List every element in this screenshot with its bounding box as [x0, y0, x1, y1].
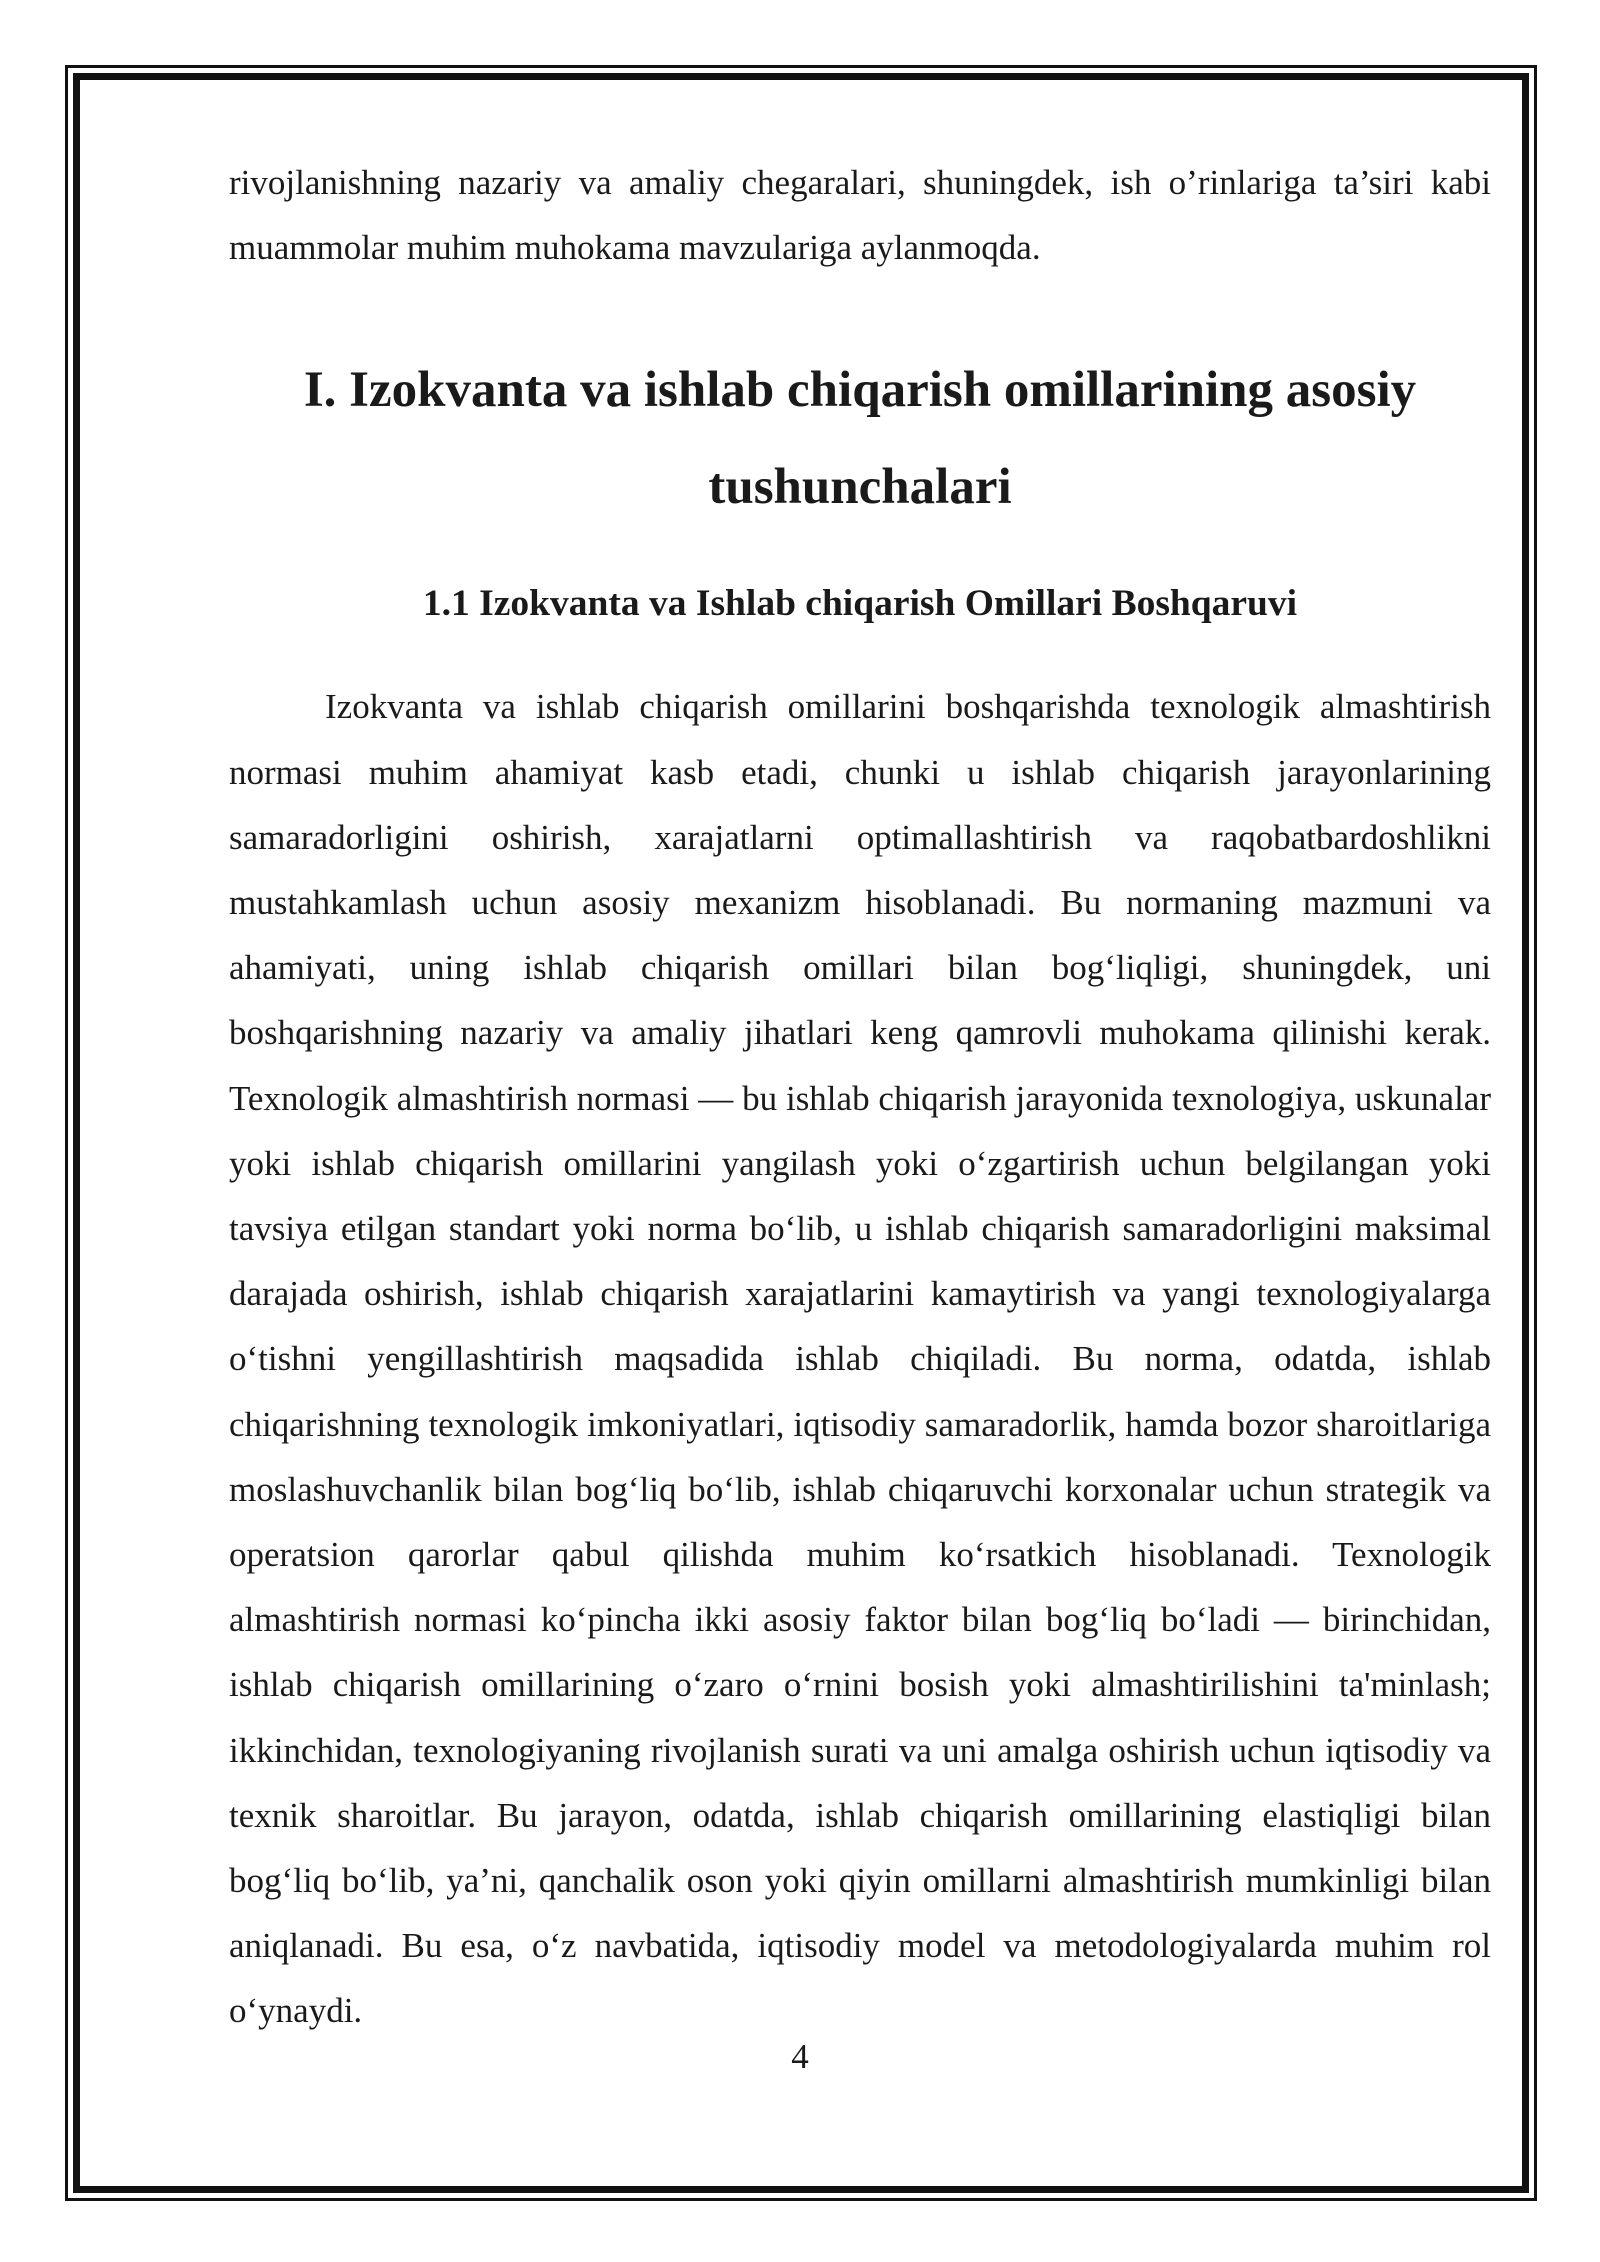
- section-heading: 1.1 Izokvanta va Ishlab chiqarish Omillari Boshqaruvi: [422, 583, 1298, 625]
- chapter-heading: I. Izokvanta va ishlab chiqarish omillarining asosiy tushunchalari: [303, 362, 1417, 516]
- intro-paragraph: rivojlanishning nazariy va amaliy chegaralari, shuningdek, ish o’rinlariga ta’siri kabi muammolar muhim muhokama mavzulariga aylanmoqda.: [229, 163, 1491, 268]
- body-paragraph: Izokvanta va ishlab chiqarish omillarini boshqarishda texnologik almashtirish normasi muhim ahamiyat kasb etadi, chunki u ishlab chiqarish jarayonlarining samaradorligini oshirish, xarajatlarni optimallashtirish va raqobatbardoshlikni mustahkamlash uchun asosiy mexanizm hisoblanadi. Bu normaning mazmuni va ahamiyati, uning ishlab chiqarish omillari bilan bog‘liqligi, shuningdek, uni boshqarishning nazariy va amaliy jihatlari keng qamrovli muhokama qilinishi kerak. Texnologik almashtirish normasi — bu ishlab chiqarish jarayonida texnologiya, uskunalar yoki ishlab chiqarish omillarini yangilash yoki o‘zgartirish uchun belgilangan yoki tavsiya etilgan standart yoki norma bo‘lib, u ishlab chiqarish samaradorligini maksimal darajada oshirish, ishlab chiqarish xarajatlarini kamaytirish va yangi texnologiyalarga o‘tishni yengillashtirish maqsadida ishlab chiqiladi. Bu norma, odatda, ishlab chiqarishning texnologik imkoniyatlari, iqtisodiy samaradorlik, hamda bozor sharoitlariga moslashuvchanlik bilan bog‘liq bo‘lib, ishlab chiqaruvchi korxonalar uchun strategik va operatsion qarorlar qabul qilishda muhim ko‘rsatkich hisoblanadi. Texnologik almashtirish normasi ko‘pincha ikki asosiy faktor bilan bog‘liq bo‘ladi — birinchidan, ishlab chiqarish omillarining o‘zaro o‘rnini bosish yoki almashtirilishini ta'minlash; ikkinchidan, texnologiyaning rivojlanish surati va uni amalga oshirish uchun iqtisodiy va texnik sharoitlar. Bu jarayon, odatda, ishlab chiqarish omillarining elastiqligi bilan bog‘liq bo‘lib, ya’ni, qanchalik oson yoki qiyin omillarni almashtirish mumkinligi bilan aniqlanadi. Bu esa, o‘z navbatida, iqtisodiy model va metodologiyalarda muhim rol o‘ynaydi.: [229, 687, 1491, 2031]
- page-content: [229, 150, 1491, 2044]
- page-number: 4: [791, 2037, 809, 2076]
